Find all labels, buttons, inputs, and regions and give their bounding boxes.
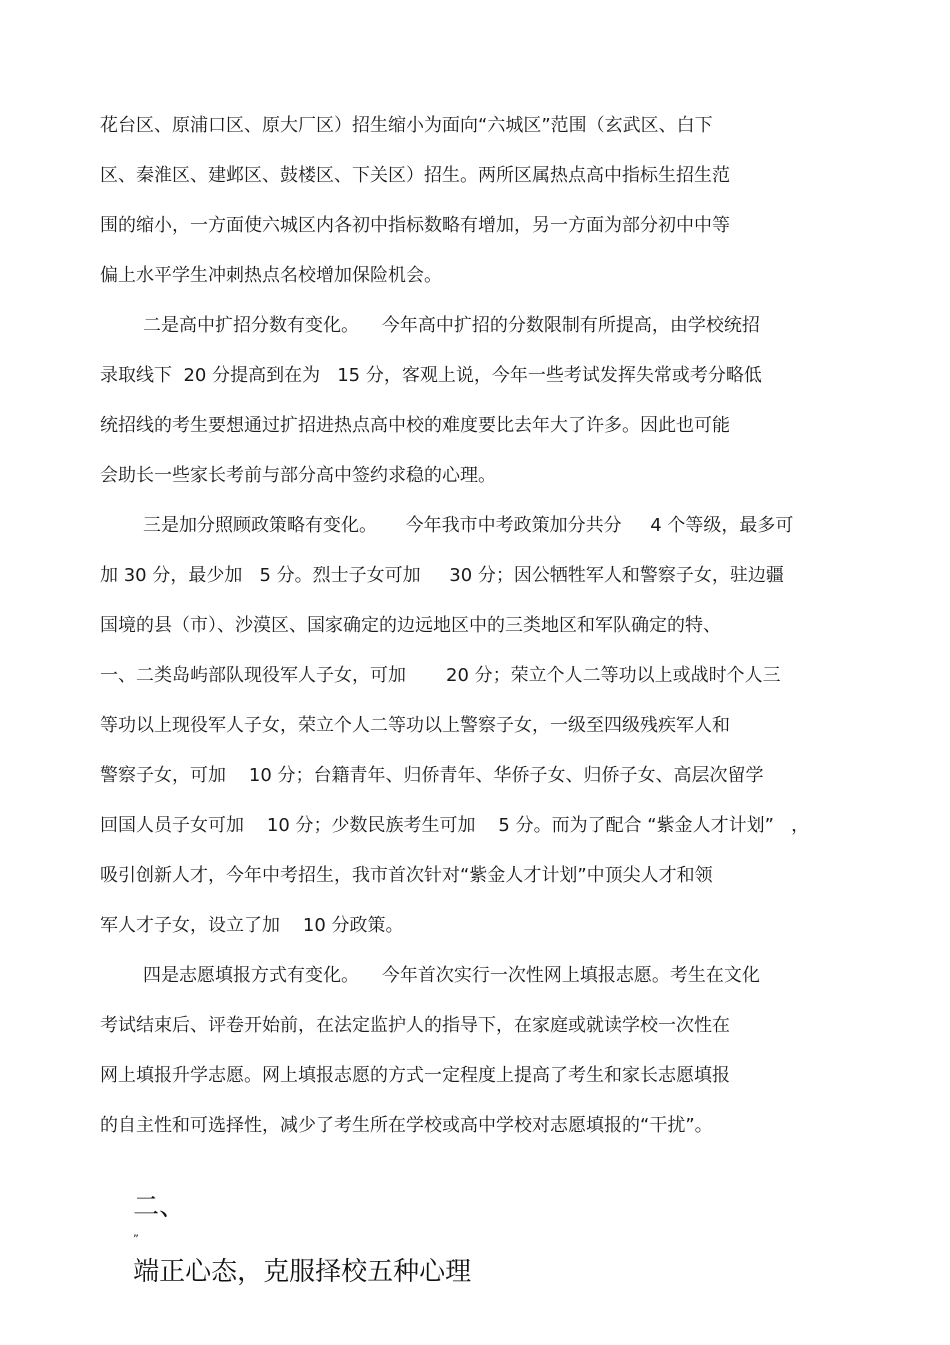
paragraph-line: 四是志愿填报方式有变化。 今年首次实行一次性网上填报志愿。考生在文化: [143, 965, 760, 986]
paragraph-line: 三是加分照顾政策略有变化。 今年我市中考政策加分共分 4 个等级，最多可: [143, 515, 794, 536]
paragraph-line: 统招线的考生要想通过扩招进热点高中校的难度要比去年大了许多。因此也可能: [100, 415, 730, 436]
paragraph-line: 区、秦淮区、建邺区、鼓楼区、下关区）招生。两所区属热点高中指标生招生范: [100, 165, 730, 186]
heading-prefix: 二、: [133, 1192, 194, 1222]
paragraph-line: 网上填报升学志愿。网上填报志愿的方式一定程度上提高了考生和家长志愿填报: [100, 1065, 730, 1086]
paragraph-line: 二是高中扩招分数有变化。 今年高中扩招的分数限制有所提高，由学校统招: [143, 315, 760, 336]
paragraph-line: 会助长一些家长考前与部分高中签约求稳的心理。: [100, 465, 496, 486]
section-heading: [100, 1159, 471, 1320]
paragraph-line: 警察子女，可加 10 分；台籍青年、归侨青年、华侨子女、归侨子女、高层次留学: [100, 765, 764, 786]
paragraph-line: 录取线下 20 分提高到在为 15 分，客观上说，今年一些考试发挥失常或考分略低: [100, 365, 762, 386]
paragraph-line: 加 30 分，最少加 5 分。烈士子女可加 30 分；因公牺牲军人和警察子女，驻边疆: [100, 565, 784, 586]
paragraph-line: 偏上水平学生冲刺热点名校增加保险机会。: [100, 265, 442, 286]
paragraph-line: 等功以上现役军人子女，荣立个人二等功以上警察子女，一级至四级残疾军人和: [100, 715, 730, 736]
paragraph-line: 一、二类岛屿部队现役军人子女，可加 20 分；荣立个人二等功以上或战时个人三: [100, 665, 781, 686]
paragraph-line: 国境的县（市）、沙漠区、国家确定的边远地区中的三类地区和军队确定的特、: [100, 615, 721, 636]
heading-text: 端正心态，克服择校五种心理: [133, 1256, 472, 1287]
paragraph-line: 花台区、原浦口区、原大厂区）招生缩小为面向“六城区”范围（玄武区、白下: [100, 115, 713, 136]
paragraph-line: 回国人员子女可加 10 分；少数民族考生可加 5 分。而为了配合 “紫金人才计划” ，: [100, 815, 810, 836]
paragraph-line: 吸引创新人才，今年中考招生，我市首次针对“紫金人才计划”中顶尖人才和领: [100, 865, 713, 886]
paragraph-line: 的自主性和可选择性，减少了考生所在学校或高中学校对志愿填报的“干扰”。: [100, 1115, 713, 1136]
heading-mark: ”: [133, 1232, 139, 1246]
paragraph-line: 军人才子女，设立了加 10 分政策。: [100, 915, 404, 936]
paragraph-line: 围的缩小，一方面使六城区内各初中指标数略有增加，另一方面为部分初中中等: [100, 215, 730, 236]
paragraph-line: 考试结束后、评卷开始前，在法定监护人的指导下，在家庭或就读学校一次性在: [100, 1015, 730, 1036]
